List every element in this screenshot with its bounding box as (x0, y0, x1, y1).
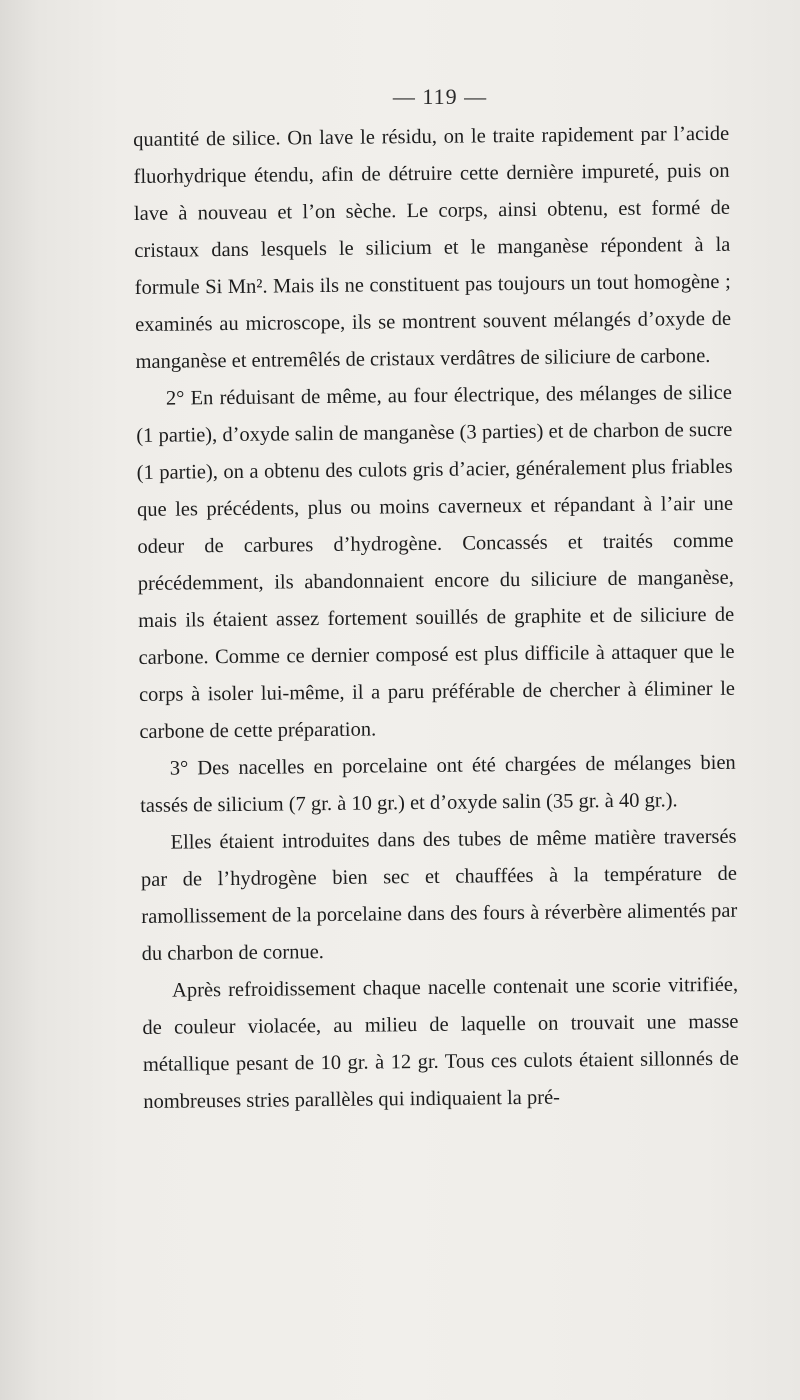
paragraph-2: 2° En réduisant de même, au four électrique, des mélanges de silice (1 partie), d’oxyde salin de manganèse (3 parties) et de charbon de sucre (1 partie), on a obtenu des culots gris d’acier, généralement plus friables que les précédents, plus ou moins caverneux et répandant à l’air une odeur de carbures d’hydrogène. Concassés et traités comme précédemment, ils abandonnaient encore du siliciure de manganèse, mais ils étaient assez fortement souillés de graphite et de siliciure de carbone. Comme ce dernier composé est plus difficile à attaquer que le corps à isoler lui-même, il a paru préférable de chercher à éliminer le carbone de cette préparation. (136, 381, 736, 743)
paragraph-3: 3° Des nacelles en porcelaine ont été chargées de mélanges bien tassés de silicium (7 gr. à 10 gr.) et d’oxyde salin (35 gr. à 40 gr.). (140, 751, 736, 817)
paragraph-4: Elles étaient introduites dans des tubes de même matière traversés par de l’hydrogène bien sec et chauffées à la température de ramollissement de la porcelaine dans des fours à réverbère alimentés par du charbon de cornue. (140, 825, 738, 965)
page-number: — 119 — (392, 84, 488, 109)
paragraph-1: quantité de silice. On lave le résidu, on le traite rapidement par l’acide fluorhydrique étendu, afin de détruire cette dernière impureté, puis on lave à nouveau et l’on sèche. Le corps, ainsi obtenu, est formé de cristaux dans lesquels le silicium et le manganèse répondent à la formule Si Mn². Mais ils ne constituent pas toujours un tout homogène ; examinés au microscope, ils se montrent souvent mélangés d’oxyde de manganèse et entremêlés de cristaux verdâtres de siliciure de carbone. (133, 122, 732, 373)
paragraph-5: Après refroidissement chaque nacelle contenait une scorie vitrifiée, de couleur violacée, au milieu de laquelle on trouvait une masse métallique pesant de 10 gr. à 12 gr. Tous ces culots étaient sillonnés de nombreuses stries parallèles qui indiquaient la pré- (142, 973, 739, 1113)
body-text (133, 116, 739, 1121)
